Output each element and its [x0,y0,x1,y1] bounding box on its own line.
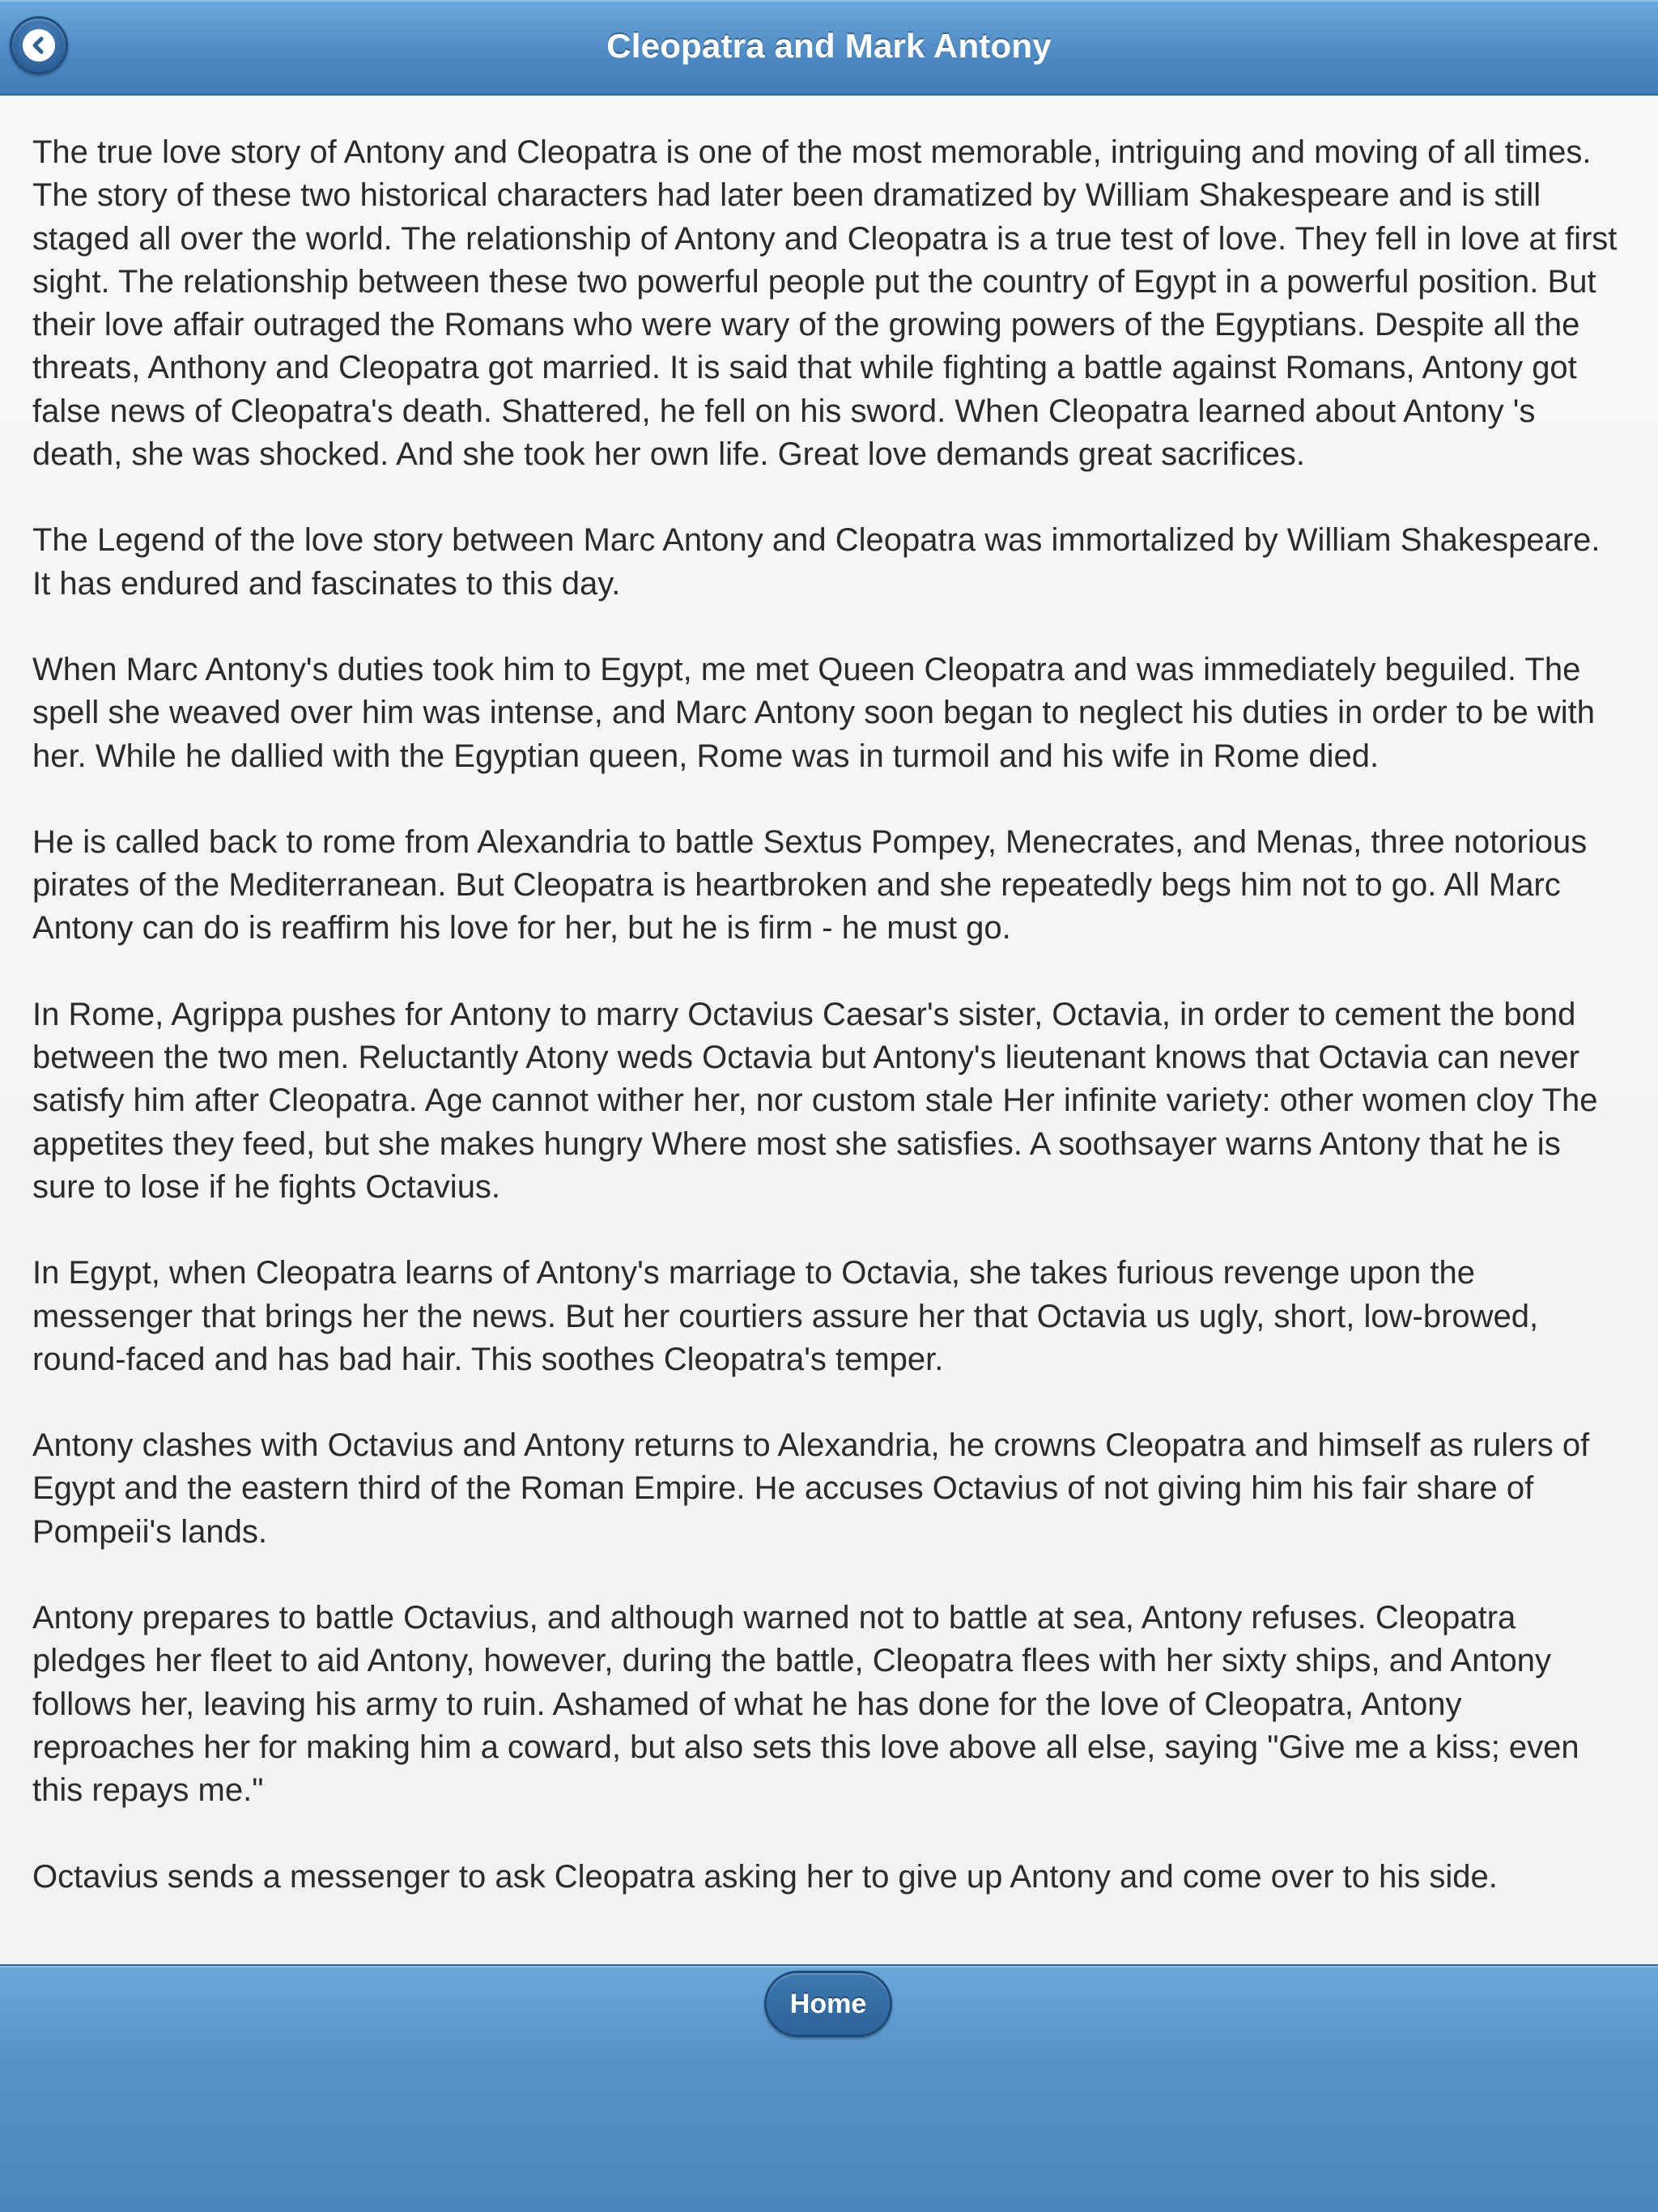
paragraph: He is called back to rome from Alexandria to battle Sextus Pompey, Menecrates, and Menas, three notorious pirates of the Mediterranean. But Cleopatra is heartbroken and she repeatedly begs him not to go. All Marc Antony can do is reaffirm his love for her, but he is firm - he must go. [32,823,1588,946]
home-button[interactable]: Home [764,1971,892,2037]
header-bar [0,0,1658,96]
paragraph: Octavius sends a messenger to ask Cleopatra asking her to give up Antony and come over to his side. [32,1858,1498,1895]
paragraph: Antony clashes with Octavius and Antony returns to Alexandria, he crowns Cleopatra and himself as rulers of Egypt and the eastern third of the Roman Empire. He accuses Octavius of not giving him his fair share of Pompeii's lands. [32,1427,1590,1550]
paragraph: In Egypt, when Cleopatra learns of Antony's marriage to Octavia, she takes furious revenge upon the messenger that brings her the news. But her courtiers assure her that Octavia us ugly, short, low-browed, round-faced and has bad hair. This soothes Cleopatra's temper. [32,1255,1539,1377]
page-title: Cleopatra and Mark Antony [606,27,1052,65]
footer-bar [0,1964,1658,2212]
paragraph: When Marc Antony's duties took him to Egypt, me met Queen Cleopatra and was immediately beguiled. The spell she weaved over him was intense, and Marc Antony soon began to neglect his duties in order to be with her. While he dallied with the Egyptian queen, Rome was in turmoil and his wife in Rome died. [32,651,1596,774]
paragraph: The true love story of Antony and Cleopatra is one of the most memorable, intriguing and moving of all times. The story of these two historical characters had later been dramatized by William Shakespeare and is still staged all over the world. The relationship of Antony and Cleopatra is a true test of love. They fell in love at first sight. The relationship between these two powerful people put the country of Egypt in a powerful position. But their love affair outraged the Romans who were wary of the growing powers of the Egyptians. Despite all the threats, Anthony and Cleopatra got married. It is said that while fighting a battle against Romans, Antony got false news of Cleopatra's death. Shattered, he fell on his sword. When Cleopatra learned about Antony 's death, she was shocked. And she took her own life. Great love demands great sacrifices. [32,134,1618,473]
article-content[interactable] [0,97,1658,1964]
paragraph: The Legend of the love story between Marc Antony and Cleopatra was immortalized by William Shakespeare. It has endured and fascinates to this day. [32,522,1601,602]
paragraph: Antony prepares to battle Octavius, and although warned not to battle at sea, Antony refuses. Cleopatra pledges her fleet to aid Antony, however, during the battle, Cleopatra flees with her sixty ships, and Antony follows her, leaving his army to ruin. Ashamed of what he has done for the love of Cleopatra, Antony reproaches her for making him a coward, but also sets this love above all else, saying "Give me a kiss; even this repays me." [32,1600,1579,1809]
paragraph: In Rome, Agrippa pushes for Antony to marry Octavius Caesar's sister, Octavia, in order to cement the bond between the two men. Reluctantly Atony weds Octavia but Antony's lieutenant knows that Octavia can never satisfy him after Cleopatra. Age cannot wither her, nor custom stale Her infinite variety: other women cloy The appetites they feed, but she makes hungry Where most she satisfies. A soothsayer warns Antony that he is sure to lose if he fights Octavius. [32,996,1598,1205]
